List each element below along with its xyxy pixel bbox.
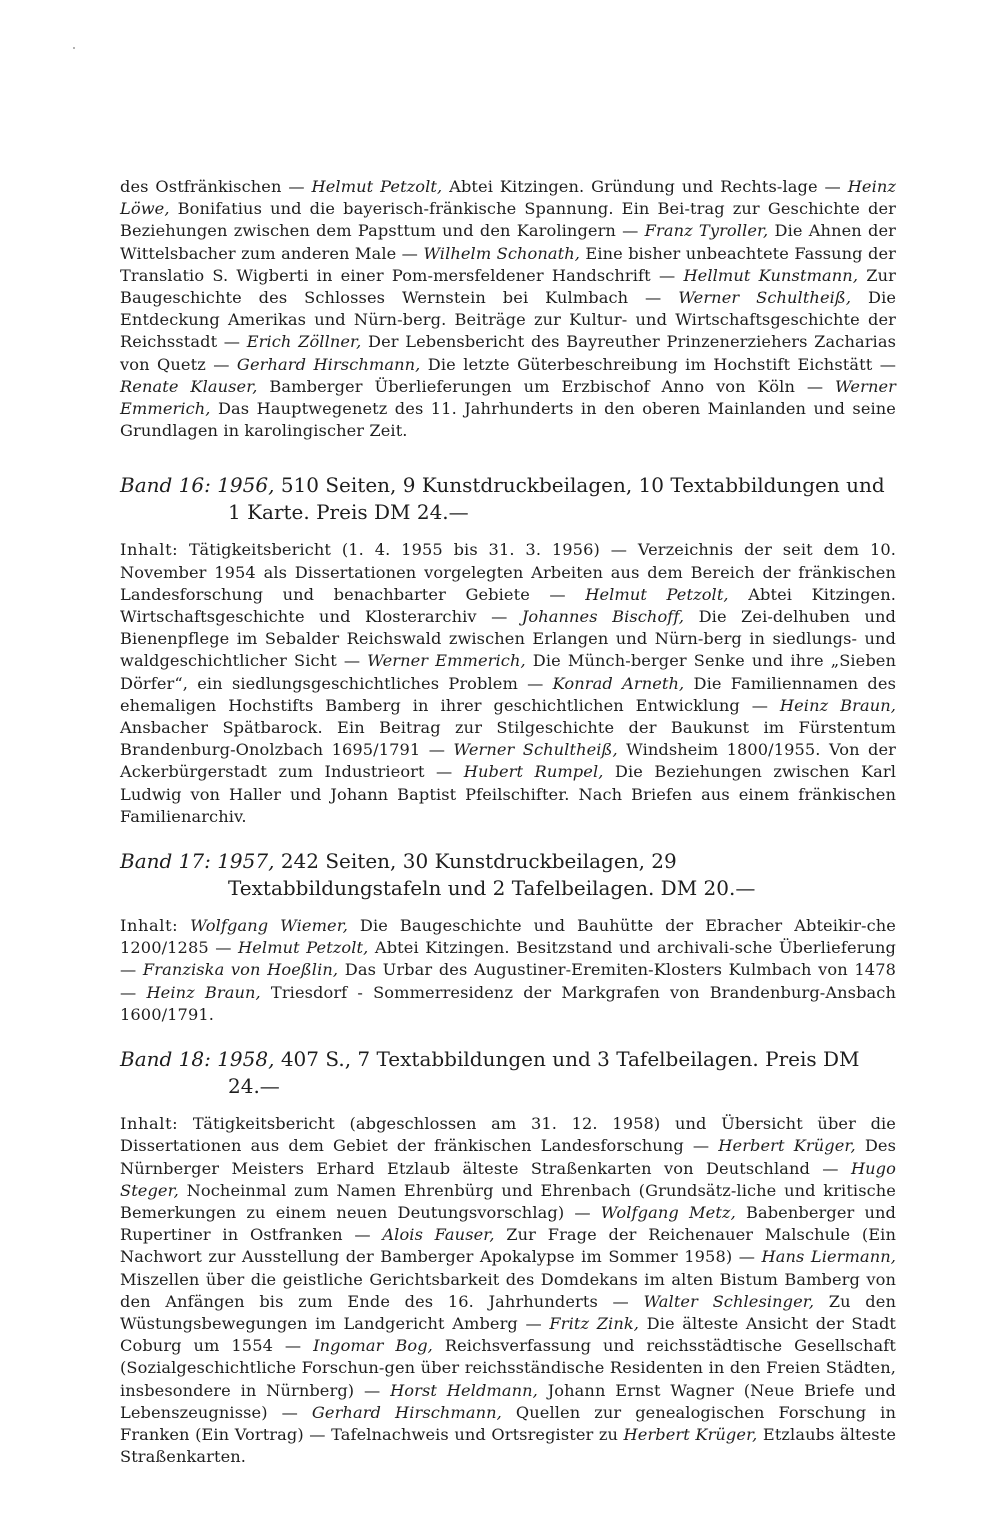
text-run: Windsheim 1800/1955. Von der Ackerbürgerstadt zum Industrieort — [120,740,896,782]
author-name: Walter Schlesinger, [643,1291,815,1311]
band-18-details: 407 S., 7 Textabbildungen und 3 Tafelbeilagen. Preis DM 24.— [228,1047,860,1099]
author-name: Heinz Löwe, [120,177,897,219]
text-run: Etzlaubs älteste Straßenkarten. [120,1424,896,1467]
author-name: Helmut Petzolt, [238,938,369,958]
author-name: Wolfgang Wiemer, [190,916,348,936]
author-name: Erich Zöllner, [246,332,362,352]
author-name: Gerhard Hirschmann, [236,354,421,374]
author-name: Gerhard Hirschmann, [311,1402,502,1422]
spacer [120,1026,896,1046]
author-name: Werner Schultheiß, [453,740,618,760]
spacer [120,1100,896,1113]
author-name: Hans Liermann, [761,1247,896,1267]
intro-paragraph [120,176,896,442]
text-run: Die Entdeckung Amerikas und Nürn‑berg. Beiträge zur Kultur‑ und Wirtschaftsgeschichte der Reichsstadt — [120,288,897,352]
text-run: Miszellen über die geistliche Gerichtsbarkeit des Domdekans im alten Bistum Bamberg von den Anfängen bis zum Ende des 16. Jahrhunderts — [120,1269,896,1311]
text-run: Die letzte Güterbeschreibung im Hochstift Eichstätt — [420,354,896,374]
band-18-heading [120,1046,896,1100]
spacer [120,828,896,848]
band-16-entry [120,472,896,828]
document-body [120,176,896,1468]
author-name: Franziska von Hoeßlin, [142,960,339,980]
contents-label: Inhalt: [120,1114,179,1134]
band-18-entry [120,1046,896,1468]
band-17-heading [120,848,896,902]
text-run: Bonifatius und die bayerisch‑fränkische Spannung. Ein Bei‑trag zur Geschichte der Beziehungen zwischen dem Papsttum und den Karolingern — [120,199,896,241]
text-run: Die Zei‑delhuben und Bienenpflege im Sebalder Reichswald zwischen Erlangen und Nürn‑berg in siedlungs‑ und waldgeschichtlicher Sicht — [120,607,897,671]
author-name: Hubert Rumpel, [463,762,604,782]
author-name: Konrad Arneth, [552,673,685,693]
author-name: Heinz Braun, [779,695,896,715]
text-run: Des Nürnberger Meisters Erhard Etzlaub älteste Straßenkarten von Deutschland — [120,1136,896,1178]
author-name: Ingomar Bog, [313,1336,433,1356]
author-name: Alois Fauser, [382,1225,495,1245]
text-run: Tätigkeitsbericht (abgeschlossen am 31. 12. 1958) und Übersicht über die Dissertationen aus dem Gebiet der fränkischen Landesforschung — [120,1114,896,1156]
author-name: Herbert Krüger, [718,1136,856,1156]
text-run: Die Beziehungen zwischen Karl Ludwig von Haller und Johann Baptist Pfeilschifter. Nach Briefen aus einem fränkischen Familienarchiv. [120,762,897,826]
text-run: Johann Ernst Wagner (Neue Briefe und Lebenszeugnisse) — [120,1380,896,1422]
author-name: Herbert Krüger, [623,1424,758,1444]
author-name: Johannes Bischoff, [521,607,685,627]
text-run: Abtei Kitzingen. Gründung und Rechts‑lage — [442,177,848,196]
contents-label: Inhalt: [120,916,179,936]
band-16-title: Band 16: 1956, [120,473,275,498]
spacer [120,526,896,539]
text-run: Bamberger Überlieferungen um Erzbischof Anno von Köln — [257,376,836,396]
spacer [120,442,896,472]
band-16-contents [120,539,896,828]
text-run: Ansbacher Spätbarock. Ein Beitrag zur Stilgeschichte der Baukunst im Fürstentum Brandenburg‑Onolzbach 1695/1791 — [120,718,896,760]
text-run: Eine bisher unbeachtete Fassung der Translatio S. Wigberti in einer Pom‑mersfeldener Handschrift — [120,243,896,285]
text-run: Das Hauptwegenetz des 11. Jahrhunderts in den oberen Mainlanden und seine Grundlagen in karolingischer Zeit. [120,399,896,441]
band-18-title: Band 18: 1958, [120,1047,275,1072]
text-run: Die Ahnen der Wittelsbacher zum anderen Male — [120,221,896,263]
text-run: Abtei Kitzingen. Wirtschaftsgeschichte und Klosterarchiv — [120,584,896,627]
text-run: Babenberger und Rupertiner in Ostfranken — [120,1202,896,1245]
author-name: Helmut Petzolt, [585,584,729,604]
band-18-contents [120,1113,896,1468]
author-name: Fritz Zink, [549,1313,640,1333]
band-17-details: 242 Seiten, 30 Kunstdruckbeilagen, 29 Textabbildungstafeln und 2 Tafelbeilagen. DM 20.— [228,849,756,901]
author-name: Heinz Braun, [146,982,261,1002]
author-name: Helmut Petzolt, [311,177,443,196]
author-name: Hugo Steger, [120,1158,896,1200]
text-run: Zur Frage der Reichenauer Malschule (Ein Nachwort zur Ausstellung der Bamberger Apokalypse im Sommer 1958) — [120,1225,896,1267]
author-name: Franz Tyroller, [644,221,769,241]
text-run: Das Urbar des Augustiner‑Eremiten‑Klosters Kulmbach von 1478 — [120,960,896,1002]
text-run: Der Lebensbericht des Bayreuther Prinzenerziehers Zacharias von Quetz — [120,332,896,374]
text-run: Die Familiennamen des ehemaligen Hochstifts Bamberg in ihrer geschichtlichen Entwicklung — [120,673,896,715]
author-name: Horst Heldmann, [390,1380,538,1400]
band-16-details: 510 Seiten, 9 Kunstdruckbeilagen, 10 Textabbildungen und 1 Karte. Preis DM 24.— [228,473,885,525]
band-17-title: Band 17: 1957, [120,849,275,874]
author-name: Werner Schultheiß, [678,288,852,308]
scan-speck [73,47,75,49]
author-name: Wolfgang Metz, [600,1202,736,1222]
band-17-entry [120,848,896,1026]
text-run: Zu den Wüstungsbewegungen im Landgericht Amberg — [120,1291,896,1333]
text-run: des Ostfränkischen — [120,177,312,196]
author-name: Wilhelm Schonath, [423,243,581,263]
author-name: Werner Emmerich, [367,651,526,671]
band-16-contents-text [120,540,896,825]
text-run: Die Münch‑berger Senke und ihre „Sieben Dörfer“, ein siedlungsgeschichtliches Problem — [120,651,897,693]
text-run: Nocheinmal zum Namen Ehrenbürg und Ehrenbach (Grundsätz‑liche und kritische Bemerkungen zu einem neuen Deutungsvorschlag) — [120,1180,896,1222]
band-16-heading [120,472,896,526]
spacer [120,902,896,915]
author-name: Hellmut Kunstmann, [683,265,859,285]
band-17-contents-text [120,916,896,1024]
text-run: Quellen zur genealogischen Forschung in Franken (Ein Vortrag) — Tafelnachweis und Ortsregister zu [120,1402,896,1444]
text-run: Die älteste Ansicht der Stadt Coburg um 1554 — [120,1313,897,1356]
text-run: Abtei Kitzingen. Besitzstand und archivali‑sche Überlieferung — [120,938,896,980]
author-name: Werner Emmerich, [120,376,896,419]
author-name: Renate Klauser, [120,376,258,396]
band-17-contents [120,915,896,1026]
band-18-contents-text [120,1114,896,1466]
text-run: Die Baugeschichte und Bauhütte der Ebracher Abteikir‑che 1200/1285 — [120,916,896,958]
text-run [178,916,190,935]
text-run: Triesdorf - Sommerresidenz der Markgrafen von Brandenburg‑Ansbach 1600/1791. [120,982,896,1024]
text-run: Zur Baugeschichte des Schlosses Wernstein bei Kulmbach — [120,265,896,308]
contents-label: Inhalt: [120,540,179,560]
text-run: Tätigkeitsbericht (1. 4. 1955 bis 31. 3. 1956) — Verzeichnis der seit dem 10. November 1954 als Dissertationen vorgelegten Arbeiten aus dem Bereich der fränkischen Landesforschung und benachbarter Gebiete — [120,540,896,604]
text-run: Reichsverfassung und reichsstädtische Gesellschaft (Sozialgeschichtliche Forschun‑gen über reichsständische Residenten in den Freien Städten, insbesondere in Nürnberg) — [120,1336,896,1400]
